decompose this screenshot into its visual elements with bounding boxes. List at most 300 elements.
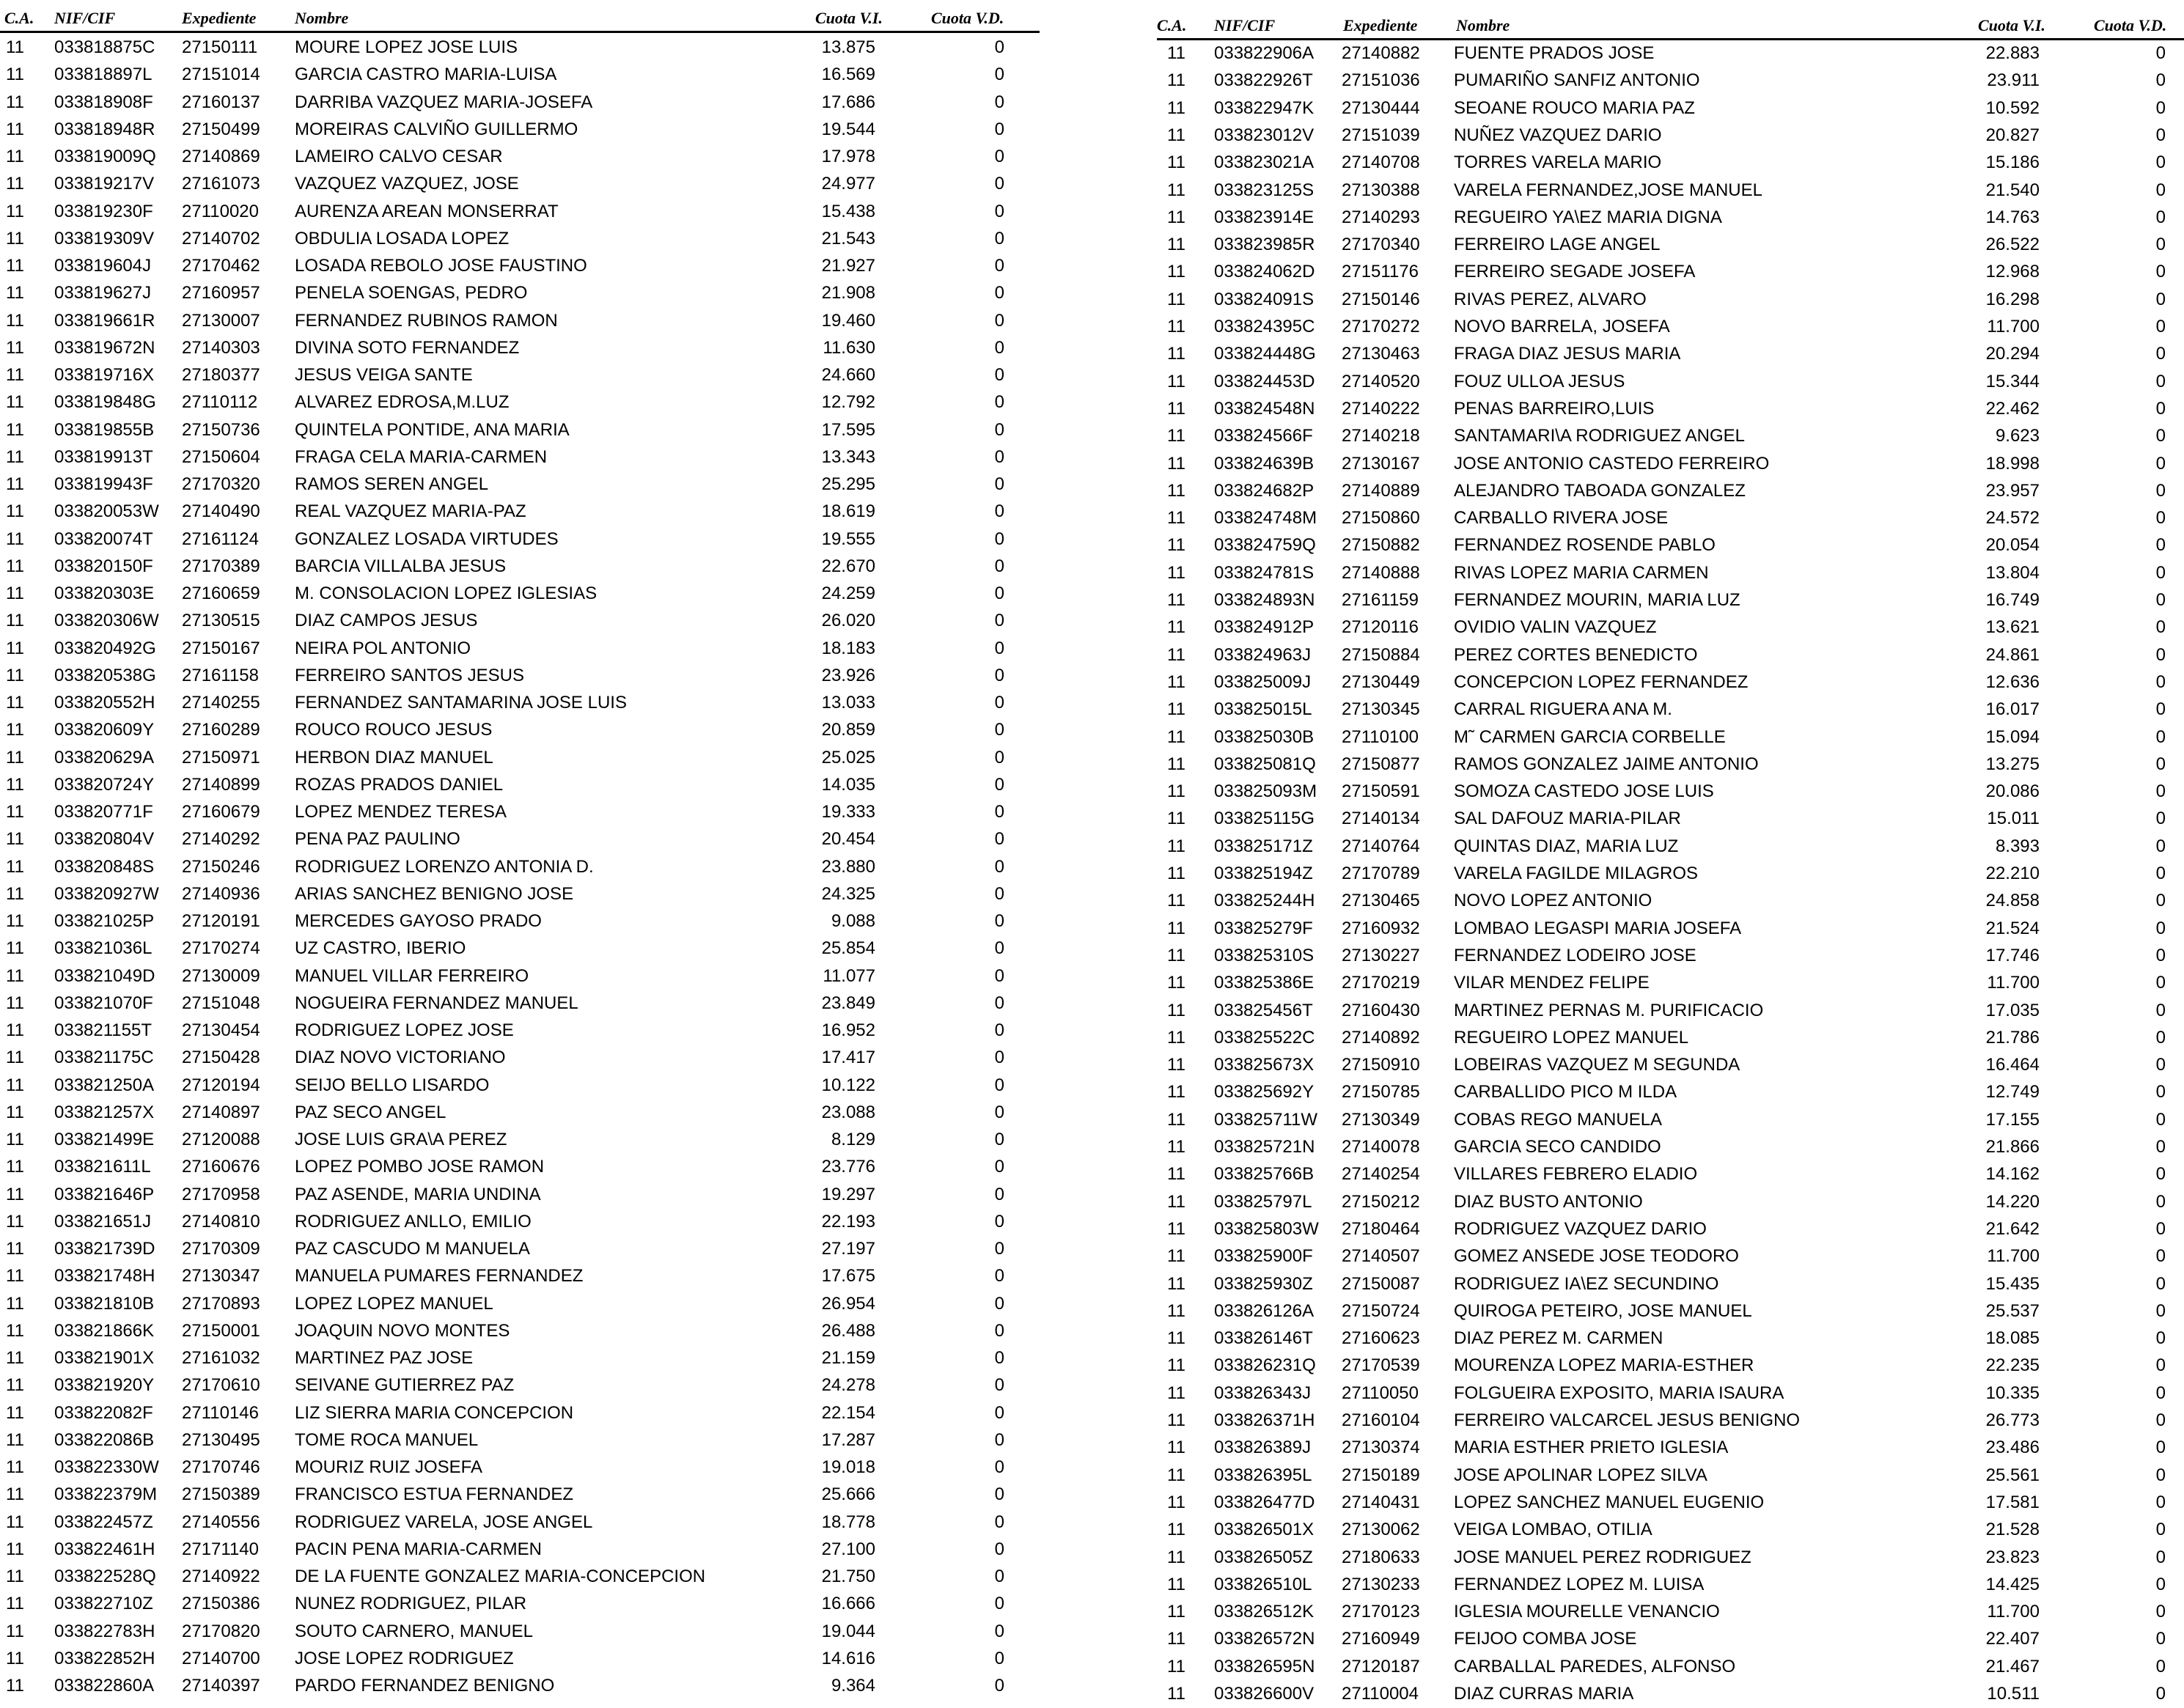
cell-expediente: 27130062 xyxy=(1342,1520,1420,1540)
cell-nombre: DARRIBA VAZQUEZ MARIA-JOSEFA xyxy=(295,92,593,112)
cell-cuota-vd: 0 xyxy=(994,92,1004,112)
cell-cuota-vd: 0 xyxy=(994,419,1004,440)
table-row xyxy=(0,417,1040,444)
cell-nif: 033825766B xyxy=(1214,1164,1315,1185)
cell-cuota-vi: 21.528 xyxy=(1985,1520,2040,1540)
table-row xyxy=(1157,1490,2184,1517)
table-row xyxy=(0,253,1040,280)
cell-nombre: MARTINEZ PERNAS M. PURIFICACIO xyxy=(1454,1000,1764,1020)
cell-cuota-vd: 0 xyxy=(994,829,1004,850)
cell-cuota-vi: 13.343 xyxy=(821,446,875,467)
cell-expediente: 27120187 xyxy=(1342,1656,1420,1676)
table-row xyxy=(0,1372,1040,1399)
cell-nombre: PUMARIÑO SANFIZ ANTONIO xyxy=(1454,70,1700,91)
cell-cuota-vi: 12.968 xyxy=(1985,262,2040,282)
cell-cuota-vi: 14.162 xyxy=(1985,1164,2040,1185)
cell-cuota-vd: 0 xyxy=(2155,699,2166,720)
cell-cuota-vd: 0 xyxy=(2155,973,2166,993)
cell-nombre: QUINTELA PONTIDE, ANA MARIA xyxy=(295,419,570,440)
cell-nif: 033820306W xyxy=(54,611,159,631)
cell-cuota-vi: 15.438 xyxy=(821,201,875,221)
cell-nombre: M. CONSOLACION LOPEZ IGLESIAS xyxy=(295,584,598,603)
cell-ca: 11 xyxy=(1167,1492,1185,1512)
cell-ca: 11 xyxy=(1167,781,1185,802)
cell-nif: 033824781S xyxy=(1214,562,1315,583)
cell-cuota-vi: 19.018 xyxy=(821,1457,875,1477)
cell-cuota-vd: 0 xyxy=(994,584,1004,603)
cell-nif: 033819230F xyxy=(54,201,153,221)
cell-ca: 11 xyxy=(1167,1328,1185,1349)
cell-cuota-vi: 17.581 xyxy=(1985,1492,2040,1512)
cell-nombre: LOMBAO LEGASPI MARIA JOSEFA xyxy=(1454,918,1742,938)
cell-cuota-vi: 20.054 xyxy=(1985,535,2040,556)
table-row xyxy=(0,362,1040,389)
cell-cuota-vi: 17.675 xyxy=(821,1266,875,1286)
cell-expediente: 27150001 xyxy=(182,1320,260,1341)
table-row xyxy=(0,745,1040,772)
header-nombre: Nombre xyxy=(295,9,349,27)
cell-expediente: 27150591 xyxy=(1342,781,1420,802)
cell-nombre: FERREIRO LAGE ANGEL xyxy=(1454,235,1661,255)
cell-nif: 033821866K xyxy=(54,1320,155,1341)
table-row xyxy=(0,471,1040,498)
cell-expediente: 27180377 xyxy=(182,365,260,385)
cell-expediente: 27110004 xyxy=(1342,1684,1419,1704)
table-row xyxy=(1157,1599,2184,1626)
table-row xyxy=(0,1536,1040,1564)
cell-cuota-vi: 21.642 xyxy=(1985,1218,2040,1239)
cell-nombre: CARRAL RIGUERA ANA M. xyxy=(1454,699,1672,720)
cell-nombre: PENAS BARREIRO,LUIS xyxy=(1454,398,1655,419)
cell-nombre: NOGUEIRA FERNANDEZ MANUEL xyxy=(295,993,578,1013)
cell-cuota-vi: 24.325 xyxy=(821,883,875,904)
cell-cuota-vi: 17.746 xyxy=(1985,945,2040,965)
cell-nombre: FERNANDEZ LOPEZ M. LUISA xyxy=(1454,1574,1705,1594)
cell-ca: 11 xyxy=(1167,1246,1185,1267)
cell-nombre: FUENTE PRADOS JOSE xyxy=(1454,43,1655,63)
cell-cuota-vd: 0 xyxy=(994,1457,1004,1477)
cell-nombre: FERNANDEZ RUBINOS RAMON xyxy=(295,310,558,331)
cell-ca: 11 xyxy=(1167,1465,1185,1485)
cell-expediente: 27130233 xyxy=(1342,1574,1420,1594)
cell-expediente: 27110100 xyxy=(1342,726,1419,747)
cell-expediente: 27171140 xyxy=(182,1539,259,1559)
cell-cuota-vd: 0 xyxy=(2155,207,2166,227)
cell-nombre: LIZ SIERRA MARIA CONCEPCION xyxy=(295,1402,574,1423)
cell-cuota-vd: 0 xyxy=(994,1048,1004,1068)
cell-cuota-vi: 15.186 xyxy=(1985,152,2040,173)
cell-cuota-vd: 0 xyxy=(994,747,1004,768)
cell-ca: 11 xyxy=(6,419,24,440)
header-cuota-vi: Cuota V.I. xyxy=(1978,16,2045,34)
cell-ca: 11 xyxy=(6,529,24,549)
cell-nif: 033825673X xyxy=(1214,1055,1315,1075)
cell-cuota-vi: 22.154 xyxy=(821,1402,875,1423)
cell-cuota-vi: 24.259 xyxy=(821,584,875,603)
cell-cuota-vd: 0 xyxy=(2155,1218,2166,1239)
cell-ca: 11 xyxy=(1167,809,1185,829)
cell-nombre: MOURE LOPEZ JOSE LUIS xyxy=(295,37,518,57)
cell-nombre: MARIA ESTHER PRIETO IGLESIA xyxy=(1454,1438,1729,1458)
cell-expediente: 27130007 xyxy=(182,310,260,331)
table-row xyxy=(1157,314,2184,341)
cell-nif: 033826477D xyxy=(1214,1492,1315,1512)
cell-cuota-vi: 10.511 xyxy=(1987,1684,2040,1704)
table-row xyxy=(0,1236,1040,1263)
cell-ca: 11 xyxy=(1167,1574,1185,1594)
cell-nombre: DIVINA SOTO FERNANDEZ xyxy=(295,337,520,358)
table-row xyxy=(0,89,1040,117)
table-row xyxy=(0,608,1040,635)
cell-ca: 11 xyxy=(6,1020,24,1040)
cell-nif: 033819848G xyxy=(54,392,156,413)
cell-ca: 11 xyxy=(1167,1055,1185,1075)
cell-cuota-vd: 0 xyxy=(2155,1520,2166,1540)
cell-nif: 033824453D xyxy=(1214,371,1315,391)
cell-cuota-vd: 0 xyxy=(2155,781,2166,802)
table-row xyxy=(1157,1462,2184,1490)
cell-cuota-vd: 0 xyxy=(994,201,1004,221)
cell-nombre: RODRIGUEZ IA\EZ SECUNDINO xyxy=(1454,1273,1719,1294)
cell-nombre: MANUEL VILLAR FERREIRO xyxy=(295,965,529,986)
cell-cuota-vi: 11.700 xyxy=(1987,973,2040,993)
table-row xyxy=(1157,751,2184,778)
cell-cuota-vd: 0 xyxy=(2155,1300,2166,1321)
cell-nif: 033821175C xyxy=(54,1048,154,1068)
cell-cuota-vi: 23.776 xyxy=(821,1157,875,1177)
cell-cuota-vi: 13.033 xyxy=(821,693,875,713)
cell-cuota-vd: 0 xyxy=(2155,480,2166,501)
cell-nombre: TOME ROCA MANUEL xyxy=(295,1429,479,1450)
cell-nif: 033825015L xyxy=(1214,699,1312,720)
cell-nombre: LOBEIRAS VAZQUEZ M SEGUNDA xyxy=(1454,1055,1740,1075)
cell-nombre: VARELA FAGILDE MILAGROS xyxy=(1454,864,1698,883)
cell-cuota-vd: 0 xyxy=(994,1375,1004,1396)
cell-expediente: 27150604 xyxy=(182,446,260,467)
cell-ca: 11 xyxy=(6,283,24,303)
table-row xyxy=(0,799,1040,826)
cell-nif: 033821036L xyxy=(54,938,152,959)
cell-nif: 033826572N xyxy=(1214,1629,1315,1649)
cell-expediente: 27170958 xyxy=(182,1184,260,1204)
table-row xyxy=(0,526,1040,553)
cell-nombre: SEIJO BELLO LISARDO xyxy=(295,1075,490,1095)
table-row xyxy=(1157,122,2184,150)
cell-nif: 033822330W xyxy=(54,1457,159,1477)
cell-cuota-vd: 0 xyxy=(994,446,1004,467)
cell-expediente: 27140702 xyxy=(182,228,260,249)
cell-nombre: DE LA FUENTE GONZALEZ MARIA-CONCEPCION xyxy=(295,1567,706,1586)
cell-ca: 11 xyxy=(1167,70,1185,91)
cell-nombre: LOPEZ POMBO JOSE RAMON xyxy=(295,1157,545,1177)
cell-cuota-vd: 0 xyxy=(994,283,1004,303)
header-expediente: Expediente xyxy=(182,9,257,27)
table-row xyxy=(0,1045,1040,1072)
cell-nombre: NOVO BARRELA, JOSEFA xyxy=(1454,317,1670,336)
cell-ca: 11 xyxy=(1167,398,1185,419)
table-row xyxy=(0,62,1040,89)
cell-cuota-vi: 13.275 xyxy=(1985,754,2040,774)
cell-cuota-vi: 14.616 xyxy=(821,1648,875,1668)
cell-cuota-vd: 0 xyxy=(2155,180,2166,200)
cell-cuota-vi: 24.977 xyxy=(821,174,875,194)
cell-ca: 11 xyxy=(6,883,24,904)
cell-ca: 11 xyxy=(6,1567,24,1586)
cell-nombre: MOURENZA LOPEZ MARIA-ESTHER xyxy=(1454,1355,1754,1376)
cell-expediente: 27150860 xyxy=(1342,508,1420,529)
cell-cuota-vd: 0 xyxy=(2155,43,2166,63)
cell-ca: 11 xyxy=(1167,125,1185,145)
table-row xyxy=(1157,1107,2184,1134)
cell-ca: 11 xyxy=(6,693,24,713)
cell-cuota-vd: 0 xyxy=(994,802,1004,822)
cell-expediente: 27151039 xyxy=(1342,125,1420,145)
cell-nombre: RODRIGUEZ VAZQUEZ DARIO xyxy=(1454,1218,1707,1239)
table-row xyxy=(0,636,1040,663)
cell-cuota-vd: 0 xyxy=(2155,508,2166,529)
table-row xyxy=(0,335,1040,362)
cell-cuota-vd: 0 xyxy=(2155,754,2166,774)
cell-cuota-vd: 0 xyxy=(2155,371,2166,391)
cell-expediente: 27130345 xyxy=(1342,699,1420,720)
cell-expediente: 27150146 xyxy=(1342,289,1420,309)
cell-nombre: FRANCISCO ESTUA FERNANDEZ xyxy=(295,1484,574,1505)
cell-expediente: 27170789 xyxy=(1342,864,1420,883)
cell-cuota-vd: 0 xyxy=(2155,398,2166,419)
cell-cuota-vi: 16.464 xyxy=(1985,1055,2040,1075)
cell-cuota-vi: 8.129 xyxy=(831,1130,875,1149)
cell-cuota-vd: 0 xyxy=(2155,945,2166,965)
cell-nif: 033826371H xyxy=(1214,1410,1315,1430)
cell-cuota-vd: 0 xyxy=(994,1102,1004,1122)
cell-cuota-vd: 0 xyxy=(994,1621,1004,1641)
cell-nif: 033826600V xyxy=(1214,1684,1315,1704)
cell-cuota-vd: 0 xyxy=(2155,1082,2166,1103)
table-row xyxy=(1157,970,2184,997)
cell-nif: 033825030B xyxy=(1214,726,1315,747)
cell-nombre: FERREIRO VALCARCEL JESUS BENIGNO xyxy=(1454,1410,1801,1430)
cell-ca: 11 xyxy=(1167,1547,1185,1567)
cell-nif: 033823012V xyxy=(1214,125,1315,145)
cell-cuota-vi: 21.786 xyxy=(1985,1027,2040,1048)
cell-cuota-vi: 24.278 xyxy=(821,1375,875,1396)
cell-cuota-vi: 16.017 xyxy=(1985,699,2040,720)
table-row xyxy=(1157,95,2184,122)
table-row xyxy=(0,1673,1040,1700)
cell-cuota-vd: 0 xyxy=(994,1539,1004,1559)
cell-nif: 033826395L xyxy=(1214,1465,1312,1485)
cell-nombre: QUINTAS DIAZ, MARIA LUZ xyxy=(1454,836,1679,856)
cell-ca: 11 xyxy=(1167,1082,1185,1103)
cell-nombre: TORRES VARELA MARIO xyxy=(1454,152,1662,173)
cell-nif: 033819217V xyxy=(54,174,155,194)
cell-nombre: FERNANDEZ MOURIN, MARIA LUZ xyxy=(1454,590,1740,610)
cell-nombre: LOPEZ MENDEZ TERESA xyxy=(295,802,507,822)
cell-expediente: 27140899 xyxy=(182,774,260,795)
cell-cuota-vd: 0 xyxy=(2155,1602,2166,1622)
cell-nombre: RIVAS PEREZ, ALVARO xyxy=(1454,289,1647,309)
table-row xyxy=(0,1100,1040,1127)
cell-cuota-vd: 0 xyxy=(994,1320,1004,1341)
cell-expediente: 27170893 xyxy=(182,1293,260,1314)
cell-cuota-vi: 25.666 xyxy=(821,1484,875,1505)
cell-nif: 033820303E xyxy=(54,584,155,603)
cell-cuota-vd: 0 xyxy=(2155,1191,2166,1212)
cell-cuota-vd: 0 xyxy=(2155,836,2166,856)
table-row xyxy=(1157,1572,2184,1599)
table-row xyxy=(0,144,1040,171)
cell-nif: 033825081Q xyxy=(1214,754,1316,774)
cell-ca: 11 xyxy=(6,747,24,768)
table-row xyxy=(1157,1654,2184,1681)
cell-cuota-vd: 0 xyxy=(994,365,1004,385)
table-left xyxy=(0,0,1040,1696)
cell-ca: 11 xyxy=(1167,344,1185,364)
cell-ca: 11 xyxy=(1167,644,1185,665)
cell-ca: 11 xyxy=(1167,1602,1185,1622)
cell-ca: 11 xyxy=(6,65,24,85)
table-row xyxy=(0,963,1040,990)
table-row xyxy=(1157,642,2184,669)
cell-cuota-vd: 0 xyxy=(2155,1438,2166,1458)
cell-expediente: 27161159 xyxy=(1342,590,1419,610)
table-row xyxy=(1157,1352,2184,1380)
cell-expediente: 27130465 xyxy=(1342,891,1420,911)
cell-ca: 11 xyxy=(1167,918,1185,938)
table-row xyxy=(1157,1298,2184,1325)
cell-nombre: FOUZ ULLOA JESUS xyxy=(1454,371,1625,391)
cell-cuota-vi: 18.183 xyxy=(821,638,875,658)
table-row xyxy=(0,1209,1040,1236)
cell-ca: 11 xyxy=(6,1402,24,1423)
cell-ca: 11 xyxy=(6,1320,24,1341)
cell-ca: 11 xyxy=(6,1130,24,1149)
cell-ca: 11 xyxy=(6,92,24,112)
table-row xyxy=(0,1291,1040,1318)
table-row xyxy=(1157,341,2184,368)
table-row xyxy=(1157,998,2184,1025)
header-nif: NIF/CIF xyxy=(54,9,116,27)
cell-expediente: 27140888 xyxy=(1342,562,1420,583)
cell-expediente: 27130009 xyxy=(182,965,260,986)
cell-ca: 11 xyxy=(6,1239,24,1259)
cell-nif: 033819627J xyxy=(54,283,152,303)
header-cuota-vd: Cuota V.D. xyxy=(2094,16,2167,34)
cell-expediente: 27150499 xyxy=(182,119,260,139)
cell-cuota-vd: 0 xyxy=(994,774,1004,795)
cell-nombre: SANTAMARI\A RODRIGUEZ ANGEL xyxy=(1454,426,1745,446)
table-row xyxy=(1157,888,2184,915)
cell-cuota-vi: 22.235 xyxy=(1985,1355,2040,1376)
cell-cuota-vi: 8.393 xyxy=(1995,836,2040,856)
cell-cuota-vd: 0 xyxy=(994,993,1004,1013)
cell-nif: 033818897L xyxy=(54,65,152,85)
cell-nif: 033825171Z xyxy=(1214,836,1313,856)
cell-nif: 033821049D xyxy=(54,965,155,986)
table-row xyxy=(1157,1052,2184,1079)
cell-cuota-vi: 11.700 xyxy=(1987,317,2040,336)
cell-cuota-vd: 0 xyxy=(2155,97,2166,118)
cell-ca: 11 xyxy=(1167,1218,1185,1239)
cell-nif: 033820804V xyxy=(54,829,155,850)
cell-cuota-vd: 0 xyxy=(994,965,1004,986)
cell-nombre: FEIJOO COMBA JOSE xyxy=(1454,1629,1637,1649)
cell-expediente: 27160623 xyxy=(1342,1328,1420,1349)
cell-nombre: SAL DAFOUZ MARIA-PILAR xyxy=(1454,809,1681,829)
cell-ca: 11 xyxy=(6,37,24,57)
cell-nif: 033820927W xyxy=(54,883,159,904)
cell-expediente: 27170340 xyxy=(1342,235,1420,255)
cell-cuota-vd: 0 xyxy=(2155,644,2166,665)
cell-nif: 033825194Z xyxy=(1214,864,1313,883)
cell-cuota-vi: 22.883 xyxy=(1985,43,2040,63)
cell-cuota-vi: 11.630 xyxy=(823,337,875,358)
cell-expediente: 27160949 xyxy=(1342,1629,1420,1649)
table-row xyxy=(0,553,1040,581)
cell-expediente: 27160659 xyxy=(182,584,260,603)
cell-cuota-vd: 0 xyxy=(994,1266,1004,1286)
table-row xyxy=(0,581,1040,608)
cell-expediente: 27140507 xyxy=(1342,1246,1420,1267)
cell-expediente: 27140869 xyxy=(182,147,260,166)
table-row xyxy=(1157,369,2184,396)
cell-cuota-vd: 0 xyxy=(994,611,1004,631)
cell-ca: 11 xyxy=(1167,1164,1185,1185)
cell-expediente: 27170274 xyxy=(182,938,260,959)
table-row xyxy=(1157,205,2184,232)
cell-nif: 033825900F xyxy=(1214,1246,1313,1267)
cell-expediente: 27170820 xyxy=(182,1621,260,1641)
cell-ca: 11 xyxy=(1167,97,1185,118)
cell-ca: 11 xyxy=(6,638,24,658)
cell-cuota-vi: 24.861 xyxy=(1985,644,2040,665)
cell-nif: 033822457Z xyxy=(54,1512,153,1532)
cell-nif: 033824062D xyxy=(1214,262,1315,282)
cell-cuota-vd: 0 xyxy=(2155,344,2166,364)
table-row xyxy=(0,663,1040,690)
cell-cuota-vi: 23.088 xyxy=(821,1102,875,1122)
table-header xyxy=(1157,0,2184,40)
cell-expediente: 27160430 xyxy=(1342,1000,1420,1020)
cell-nombre: VARELA FERNANDEZ,JOSE MANUEL xyxy=(1454,180,1762,200)
cell-cuota-vi: 13.804 xyxy=(1985,562,2040,583)
cell-expediente: 27161073 xyxy=(182,174,260,194)
cell-expediente: 27160137 xyxy=(182,92,260,112)
cell-ca: 11 xyxy=(6,337,24,358)
cell-expediente: 27140303 xyxy=(182,337,260,358)
cell-nombre: DIAZ CAMPOS JESUS xyxy=(295,611,478,631)
cell-expediente: 27150910 xyxy=(1342,1055,1420,1075)
cell-nif: 033826146T xyxy=(1214,1328,1313,1349)
cell-ca: 11 xyxy=(1167,726,1185,747)
table-row xyxy=(0,908,1040,935)
cell-expediente: 27140936 xyxy=(182,883,260,904)
table-row xyxy=(0,444,1040,471)
cell-nif: 033820724Y xyxy=(54,774,155,795)
cell-ca: 11 xyxy=(6,1594,24,1614)
cell-ca: 11 xyxy=(1167,152,1185,173)
table-row xyxy=(1157,40,2184,67)
cell-expediente: 27140490 xyxy=(182,501,260,522)
cell-cuota-vi: 17.686 xyxy=(821,92,875,112)
cell-nif: 033823021A xyxy=(1214,152,1315,173)
cell-nif: 033826389J xyxy=(1214,1438,1312,1458)
cell-ca: 11 xyxy=(1167,1629,1185,1649)
cell-ca: 11 xyxy=(6,1293,24,1314)
cell-cuota-vi: 25.561 xyxy=(1985,1465,2040,1485)
table-row xyxy=(1157,532,2184,559)
header-cuota-vd: Cuota V.D. xyxy=(931,9,1004,27)
